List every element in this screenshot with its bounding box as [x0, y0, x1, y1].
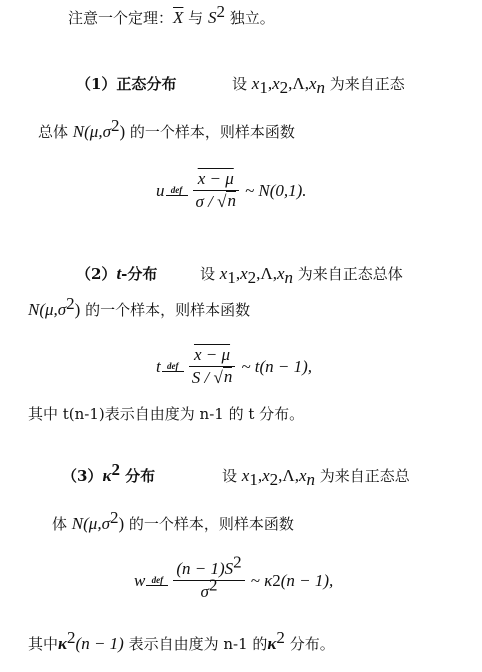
kappa-exp: 2 [276, 628, 285, 647]
def-text: def [151, 574, 164, 585]
normal-heading [76, 74, 176, 94]
def-text: def [166, 360, 179, 371]
t-numerator: x − μ [193, 345, 231, 364]
theorem-prefix: 注意一个定理： [68, 9, 174, 27]
chi-note-a: 其中 [28, 635, 59, 653]
t-heading-t: t [116, 264, 122, 283]
sub-1: 1 [249, 470, 258, 489]
theorem-conj: 与 [183, 9, 208, 27]
chi-heading [62, 460, 156, 486]
sep: , [235, 264, 241, 283]
pop-close: ) [118, 514, 125, 533]
chi-line2-a: 体 [52, 515, 72, 533]
chi-rhs-a: ~ κ [250, 570, 273, 590]
chi-intro [222, 466, 410, 489]
sample-x2: x [262, 466, 270, 485]
sub-1: 1 [227, 268, 236, 287]
chi-num-exp: 2 [233, 552, 242, 572]
sample-x1: x [241, 466, 250, 485]
t-intro-a: 设 [200, 265, 220, 283]
chi-heading-b: 分布 [119, 467, 156, 485]
pop-exp: 2 [66, 294, 75, 313]
sep: , [278, 466, 283, 485]
pop-close: ) [119, 122, 126, 141]
normal-formula [156, 168, 307, 213]
s-symbol: S [207, 8, 217, 27]
sep: , [257, 466, 263, 485]
chi-formula: w def $\frac{(n - 1)S^2}{\sigma^2}$ ~ κ 2 (n − 1), [134, 552, 334, 601]
sample-x1: x [219, 264, 228, 283]
sqrt-symbol: √ n [217, 191, 236, 211]
chi-note [28, 628, 335, 654]
sep: , [304, 74, 309, 93]
kappa-exp: 2 [67, 628, 76, 647]
normal-line2-a: 总体 [38, 123, 73, 141]
lambda-ellipsis: Λ [282, 466, 295, 485]
normal-line2 [38, 116, 295, 142]
theorem-suffix: 独立。 [224, 9, 275, 27]
normal-rhs: ~ N(0,1). [244, 180, 307, 200]
chi-note-args: (n − 1) [75, 634, 124, 653]
pop-exp: 2 [110, 116, 120, 135]
sub-2: 2 [247, 268, 257, 287]
t-heading-a: （2） [76, 265, 117, 283]
chi-denominator: σ [200, 582, 209, 601]
chi-intro-b: 为来自正态总 [315, 467, 410, 485]
chi-intro-a: 设 [222, 467, 242, 485]
t-denominator: S / [191, 368, 214, 387]
normal-denominator: σ / [195, 192, 218, 211]
kappa-exp: 2 [111, 460, 120, 479]
t-intro-b: 为来自正态总体 [293, 265, 403, 283]
def-text: def [170, 184, 183, 195]
sep: , [288, 74, 293, 93]
kappa-symbol: κ [102, 466, 112, 485]
t-line2-b: 的一个样本，则样本函数 [80, 301, 251, 319]
sub-n: n [306, 470, 315, 489]
sqrt-radicand: n [227, 191, 236, 210]
normal-fraction [193, 168, 239, 213]
sqrt-radicand: n [223, 367, 233, 386]
formula-lhs: t [156, 356, 161, 376]
lambda-ellipsis: Λ [260, 264, 273, 283]
chi-line2 [52, 508, 294, 534]
t-rhs: ~ t(n − 1), [241, 356, 313, 376]
sep: , [267, 74, 273, 93]
xbar-symbol: $\overline{X}$ [173, 8, 184, 27]
t-note-text: 其中 t(n-1)表示自由度为 n-1 的 t 分布。 [28, 405, 305, 423]
normal-numerator: x − μ [197, 169, 234, 188]
kappa-symbol: κ [58, 634, 68, 653]
t-heading-b: -分布 [121, 265, 158, 283]
pop-close: ) [74, 300, 81, 319]
chi-heading-a: （3） [62, 467, 103, 485]
pop-exp: 2 [109, 508, 119, 527]
population-n: N(μ,σ [28, 300, 67, 319]
chi-note-c: 分布。 [284, 635, 335, 653]
t-intro [200, 264, 403, 287]
chi-rhs-b: (n − 1), [280, 570, 334, 590]
sample-xn: x [298, 466, 307, 485]
chi-fraction [173, 552, 244, 603]
sub-2: 2 [279, 78, 289, 97]
formula-lhs: w [134, 570, 146, 590]
sub-2: 2 [269, 470, 279, 489]
t-fraction [189, 344, 236, 389]
sep: , [294, 466, 299, 485]
sub-n: n [284, 268, 293, 287]
normal-intro [232, 74, 405, 97]
sub-n: n [316, 78, 325, 97]
t-formula [156, 344, 312, 389]
sub-1: 1 [259, 78, 268, 97]
def-symbol [166, 186, 188, 196]
sep: , [272, 264, 277, 283]
chi-note-b: 表示自由度为 n-1 的 [123, 635, 268, 653]
normal-intro-a: 设 [232, 75, 252, 93]
def-symbol [146, 576, 168, 586]
population-n: N(μ,σ [71, 514, 110, 533]
formula-lhs: u [156, 180, 165, 200]
lambda-ellipsis: Λ [292, 74, 305, 93]
chi-line2-b: 的一个样本，则样本函数 [124, 515, 294, 533]
sqrt-symbol: √ n [213, 367, 233, 387]
sample-x2: x [272, 74, 280, 93]
normal-intro-b: 为来自正态 [325, 75, 405, 93]
s-exponent: 2 [216, 2, 225, 21]
sample-xn: x [276, 264, 285, 283]
normal-heading-text: （1）正态分布 [76, 75, 177, 93]
chi-den-exp: 2 [208, 575, 218, 595]
normal-line2-b: 的一个样本，则样本函数 [125, 123, 295, 141]
sample-x1: x [251, 74, 260, 93]
sample-x2: x [240, 264, 248, 283]
population-n: N(μ,σ [72, 122, 111, 141]
chi-numerator: (n − 1)S [176, 559, 234, 578]
sample-xn: x [308, 74, 317, 93]
def-symbol [162, 362, 184, 372]
sep: , [256, 264, 261, 283]
kappa-symbol: κ [267, 634, 277, 653]
theorem-line [68, 2, 275, 28]
t-note [28, 404, 304, 424]
t-line2 [28, 294, 251, 320]
t-heading [76, 264, 157, 284]
